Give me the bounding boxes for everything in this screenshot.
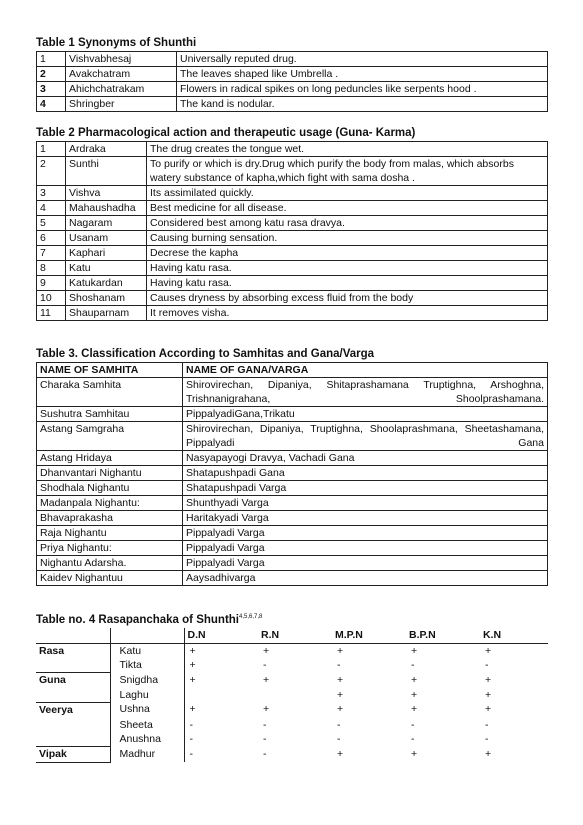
table-row <box>36 658 548 673</box>
rasapanchaka-table <box>36 628 548 763</box>
term-name: Ardraka <box>66 142 147 157</box>
table-row <box>37 142 548 157</box>
table-row <box>37 82 548 97</box>
term-description: To purify or which is dry.Drug which purify the body from malas, which absorbs watery substance of kapha,which fight with sama dosha . <box>147 157 548 186</box>
samhita-classification-table <box>36 362 548 586</box>
nighantu-mark: + <box>485 644 492 657</box>
term-name: Shauparnam <box>66 306 147 321</box>
synonyms-table <box>36 51 548 112</box>
row-number: 4 <box>37 97 66 112</box>
row-number: 7 <box>37 246 66 261</box>
nighantu-mark: - <box>189 733 193 746</box>
row-number: 8 <box>37 261 66 276</box>
property-value: Madhur <box>110 747 184 763</box>
table-row <box>37 378 548 407</box>
samhita-name: Madanpala Nighantu: <box>37 496 183 511</box>
nighantu-mark: - <box>411 659 415 672</box>
row-number: 9 <box>37 276 66 291</box>
nighantu-mark: + <box>411 688 418 701</box>
table-row <box>37 157 548 186</box>
table-row <box>37 186 548 201</box>
nighantu-mark: + <box>337 644 344 657</box>
nighantu-mark: - <box>485 659 489 672</box>
samhita-name: Astang Hridaya <box>37 451 183 466</box>
samhita-name: Raja Nighantu <box>37 526 183 541</box>
term-description: The drug creates the tongue wet. <box>147 142 548 157</box>
nighantu-mark: - <box>337 659 341 672</box>
gana-varga: Haritakyadi Varga <box>183 511 548 526</box>
table-row <box>37 246 548 261</box>
samhita-name: Priya Nighantu: <box>37 541 183 556</box>
samhita-name: Dhanvantari Nighantu <box>37 466 183 481</box>
nighantu-mark: - <box>189 747 193 760</box>
nighantu-mark: - <box>411 733 415 746</box>
term-name: Nagaram <box>66 216 147 231</box>
nighantu-mark: + <box>337 703 344 716</box>
row-number: 11 <box>37 306 66 321</box>
nighantu-mark: + <box>189 673 196 686</box>
property-label: Vipak <box>36 747 110 763</box>
table-row <box>37 511 548 526</box>
header-blank-1 <box>36 628 110 643</box>
table4-caption-refs: 4,5,6,7,8 <box>239 614 263 621</box>
property-value: Laghu <box>110 688 184 703</box>
term-description: The leaves shaped like Umbrella . <box>177 67 548 82</box>
term-name: Vishvabhesaj <box>66 52 177 67</box>
gana-varga: Nasyapayogi Dravya, Vachadi Gana <box>183 451 548 466</box>
nighantu-mark: + <box>189 659 196 672</box>
nighantu-mark <box>258 688 332 703</box>
row-number: 2 <box>37 67 66 82</box>
table-row <box>37 571 548 586</box>
table-row <box>36 747 548 763</box>
term-name: Shringber <box>66 97 177 112</box>
term-name: Vishva <box>66 186 147 201</box>
gana-varga: Pippalyadi Varga <box>183 556 548 571</box>
nighantu-mark: + <box>189 703 196 716</box>
term-name: Shoshanam <box>66 291 147 306</box>
table-row <box>36 732 548 747</box>
nighantu-mark: + <box>411 673 418 686</box>
header-samhita: NAME OF SAMHITA <box>37 363 183 378</box>
nighantu-mark: - <box>485 718 489 731</box>
term-description: Decrese the kapha <box>147 246 548 261</box>
nighantu-mark: + <box>485 747 492 760</box>
term-name: Ahichchatrakam <box>66 82 177 97</box>
table-row <box>37 201 548 216</box>
table-row <box>37 451 548 466</box>
table-row <box>37 291 548 306</box>
nighantu-mark: + <box>337 747 344 760</box>
nighantu-mark: + <box>411 747 418 760</box>
term-name: Mahaushadha <box>66 201 147 216</box>
term-description: Best medicine for all disease. <box>147 201 548 216</box>
term-description: Considered best among katu rasa dravya. <box>147 216 548 231</box>
nighantu-mark: + <box>337 688 344 701</box>
header-mpn: M.P.N <box>335 629 363 641</box>
gana-varga: Pippalyadi Varga <box>183 526 548 541</box>
term-name: Katu <box>66 261 147 276</box>
property-value: Snigdha <box>110 673 184 688</box>
property-label: Veerya <box>36 702 110 717</box>
table-row <box>37 67 548 82</box>
nighantu-mark: - <box>263 747 267 760</box>
row-number: 6 <box>37 231 66 246</box>
nighantu-mark: - <box>485 733 489 746</box>
nighantu-mark: - <box>263 718 267 731</box>
table-row <box>37 556 548 571</box>
table4-caption <box>36 614 262 626</box>
table-row <box>37 231 548 246</box>
header-dn: D.N <box>187 629 206 641</box>
property-label <box>36 732 110 747</box>
gana-varga: PippalyadiGana,Trikatu <box>183 407 548 422</box>
samhita-name: Astang Samgraha <box>37 422 183 451</box>
samhita-name: Charaka Samhita <box>37 378 183 407</box>
row-number: 3 <box>37 82 66 97</box>
term-name: Sunthi <box>66 157 147 186</box>
nighantu-mark: + <box>485 688 492 701</box>
nighantu-mark: - <box>189 718 193 731</box>
term-name: Usanam <box>66 231 147 246</box>
nighantu-mark: - <box>337 733 341 746</box>
samhita-name: Bhavaprakasha <box>37 511 183 526</box>
header-bpn: B.P.N <box>409 629 436 641</box>
nighantu-mark: - <box>337 718 341 731</box>
nighantu-mark: + <box>411 703 418 716</box>
term-description: The kand is nodular. <box>177 97 548 112</box>
table-row <box>37 261 548 276</box>
samhita-name: Nighantu Adarsha. <box>37 556 183 571</box>
table-row <box>37 422 548 451</box>
gana-varga: Aaysadhivarga <box>183 571 548 586</box>
term-name: Kaphari <box>66 246 147 261</box>
nighantu-mark: + <box>411 644 418 657</box>
table-row <box>37 407 548 422</box>
table-row <box>36 702 548 717</box>
table-row <box>37 526 548 541</box>
table-row <box>37 541 548 556</box>
table-row <box>37 481 548 496</box>
samhita-name: Shodhala Nighantu <box>37 481 183 496</box>
property-value: Katu <box>110 643 184 658</box>
nighantu-mark: + <box>485 673 492 686</box>
table-row <box>37 216 548 231</box>
nighantu-mark: - <box>263 659 267 672</box>
gana-varga: Shatapushpadi Varga <box>183 481 548 496</box>
table-row <box>37 52 548 67</box>
table1-caption: Table 1 Synonyms of Shunthi <box>36 37 197 49</box>
pharmacological-action-table <box>36 141 548 321</box>
term-description: Causes dryness by absorbing excess fluid from the body <box>147 291 548 306</box>
term-name: Katukardan <box>66 276 147 291</box>
nighantu-mark: + <box>263 673 270 686</box>
table-row <box>37 276 548 291</box>
property-label <box>36 688 110 703</box>
term-description: Universally reputed drug. <box>177 52 548 67</box>
row-number: 10 <box>37 291 66 306</box>
table-row <box>36 673 548 688</box>
gana-varga: Shunthyadi Varga <box>183 496 548 511</box>
table-row <box>36 688 548 703</box>
nighantu-mark: + <box>485 703 492 716</box>
table-row <box>36 643 548 658</box>
gana-varga: Shirovirechan, Dipaniya, Truptighna, Shoolaprashmana, Sheetashamana, Pippalyadi Gana <box>183 422 548 451</box>
term-name: Avakchatram <box>66 67 177 82</box>
gana-varga: Pippalyadi Varga <box>183 541 548 556</box>
table-row <box>37 306 548 321</box>
nighantu-mark: + <box>189 644 196 657</box>
term-description: Its assimilated quickly. <box>147 186 548 201</box>
table-row <box>36 718 548 733</box>
nighantu-mark: - <box>263 733 267 746</box>
row-number: 1 <box>37 142 66 157</box>
gana-varga: Shirovirechan, Dipaniya, Shitaprashamana Truptighna, Arshoghna, Trishnanigrahana, Shoolprashamana. <box>183 378 548 407</box>
table-row <box>37 496 548 511</box>
table3-caption: Table 3. Classification According to Samhitas and Gana/Varga <box>36 348 375 360</box>
property-value: Ushna <box>110 702 184 717</box>
nighantu-mark: + <box>263 703 270 716</box>
row-number: 4 <box>37 201 66 216</box>
nighantu-mark: + <box>263 644 270 657</box>
property-value: Anushna <box>110 732 184 747</box>
samhita-name: Sushutra Samhitau <box>37 407 183 422</box>
table4-caption-text: Table no. 4 Rasapanchaka of Shunthi <box>36 614 239 626</box>
row-number: 1 <box>37 52 66 67</box>
property-label: Rasa <box>36 643 110 658</box>
header-gana-varga: NAME OF GANA/VARGA <box>183 363 548 378</box>
nighantu-mark: + <box>337 673 344 686</box>
term-description: Having katu rasa. <box>147 261 548 276</box>
row-number: 5 <box>37 216 66 231</box>
property-value: Sheeta <box>110 718 184 733</box>
term-description: Having katu rasa. <box>147 276 548 291</box>
nighantu-mark <box>184 688 258 703</box>
term-description: Flowers in radical spikes on long peduncles like serpents hood . <box>177 82 548 97</box>
term-description: It removes visha. <box>147 306 548 321</box>
table-row <box>37 97 548 112</box>
header-kn: K.N <box>483 629 502 641</box>
property-label: Guna <box>36 673 110 688</box>
samhita-name: Kaidev Nighantuu <box>37 571 183 586</box>
row-number: 2 <box>37 157 66 186</box>
property-label <box>36 718 110 733</box>
row-number: 3 <box>37 186 66 201</box>
property-label <box>36 658 110 673</box>
table2-caption: Table 2 Pharmacological action and therapeutic usage (Guna- Karma) <box>36 127 416 139</box>
header-rn: R.N <box>261 629 280 641</box>
term-description: Causing burning sensation. <box>147 231 548 246</box>
gana-varga: Shatapushpadi Gana <box>183 466 548 481</box>
table-row <box>37 466 548 481</box>
property-value: Tikta <box>110 658 184 673</box>
header-blank-2 <box>110 628 184 643</box>
nighantu-mark: - <box>411 718 415 731</box>
